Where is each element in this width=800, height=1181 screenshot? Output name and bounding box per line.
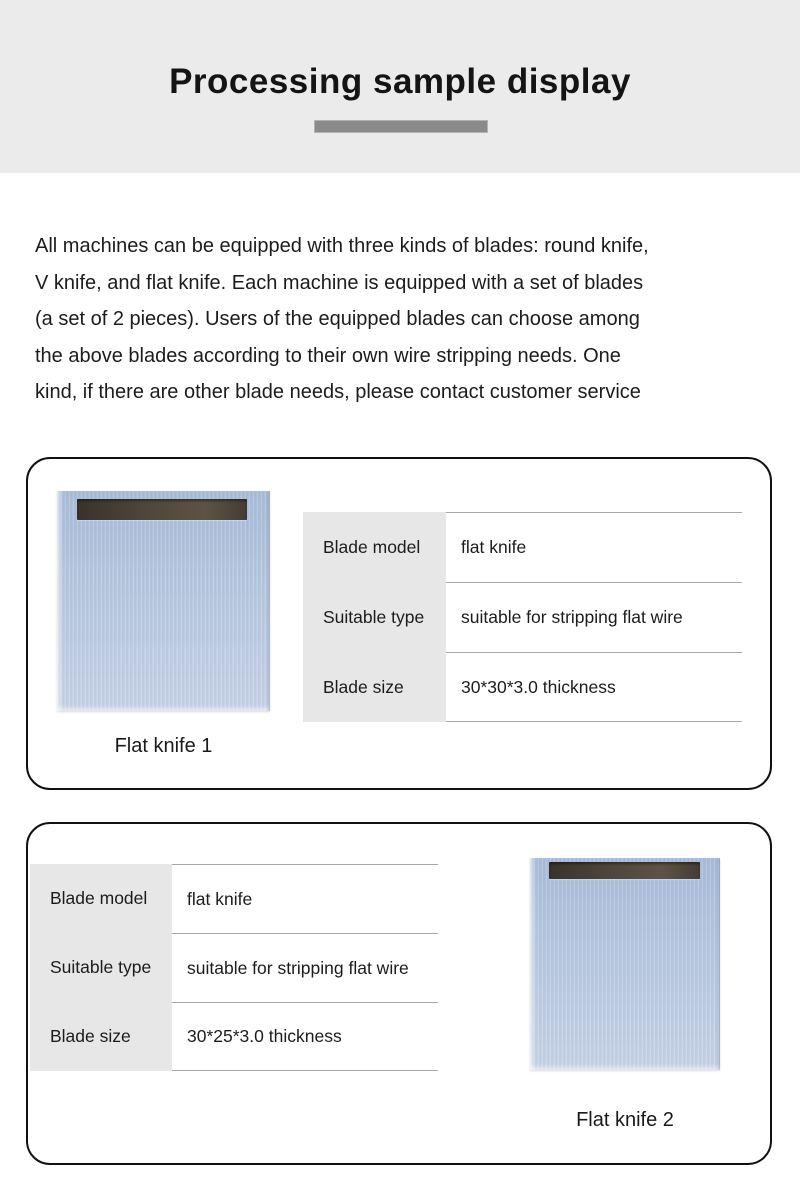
spec-value: flat knife [446,512,742,582]
spec-value: suitable for stripping flat wire [446,582,742,652]
blade-slot-notch [77,499,247,520]
header-banner [0,0,800,173]
spec-value: 30*30*3.0 thickness [446,652,742,722]
page-title: Processing sample display [169,62,631,101]
intro-line: All machines can be equipped with three kinds of blades: round knife, [35,235,649,257]
blade-card-flat-knife-1 [26,457,772,790]
photo-caption: Flat knife 1 [114,735,213,757]
blade-spec-table [303,512,742,722]
blade-card-flat-knife-2 [26,822,772,1165]
intro-line: V knife, and flat knife. Each machine is equipped with a set of blades [35,271,644,294]
intro-line: (a set of 2 pieces). Users of the equipped blades can choose among [35,308,640,330]
spec-label: Blade size [30,1002,172,1071]
intro-paragraph [35,228,775,411]
photo-caption: Flat knife 2 [576,1109,674,1131]
title-underline-bar [314,120,488,133]
flat-knife-blade-photo [57,491,270,711]
spec-label: Suitable type [303,582,446,652]
spec-value: 30*25*3.0 thickness [172,1002,438,1071]
intro-line: the above blades according to their own wire stripping needs. One [35,344,621,367]
blade-slot-notch [549,862,700,879]
spec-label: Suitable type [30,933,172,1002]
intro-line: kind, if there are other blade needs, please contact customer service [35,381,641,403]
flat-knife-blade-photo [530,858,720,1070]
spec-value: suitable for stripping flat wire [172,933,438,1002]
blade-spec-table [30,864,438,1071]
spec-label: Blade size [303,652,446,722]
spec-label: Blade model [303,512,446,582]
spec-value: flat knife [172,864,438,933]
spec-label: Blade model [30,864,172,933]
